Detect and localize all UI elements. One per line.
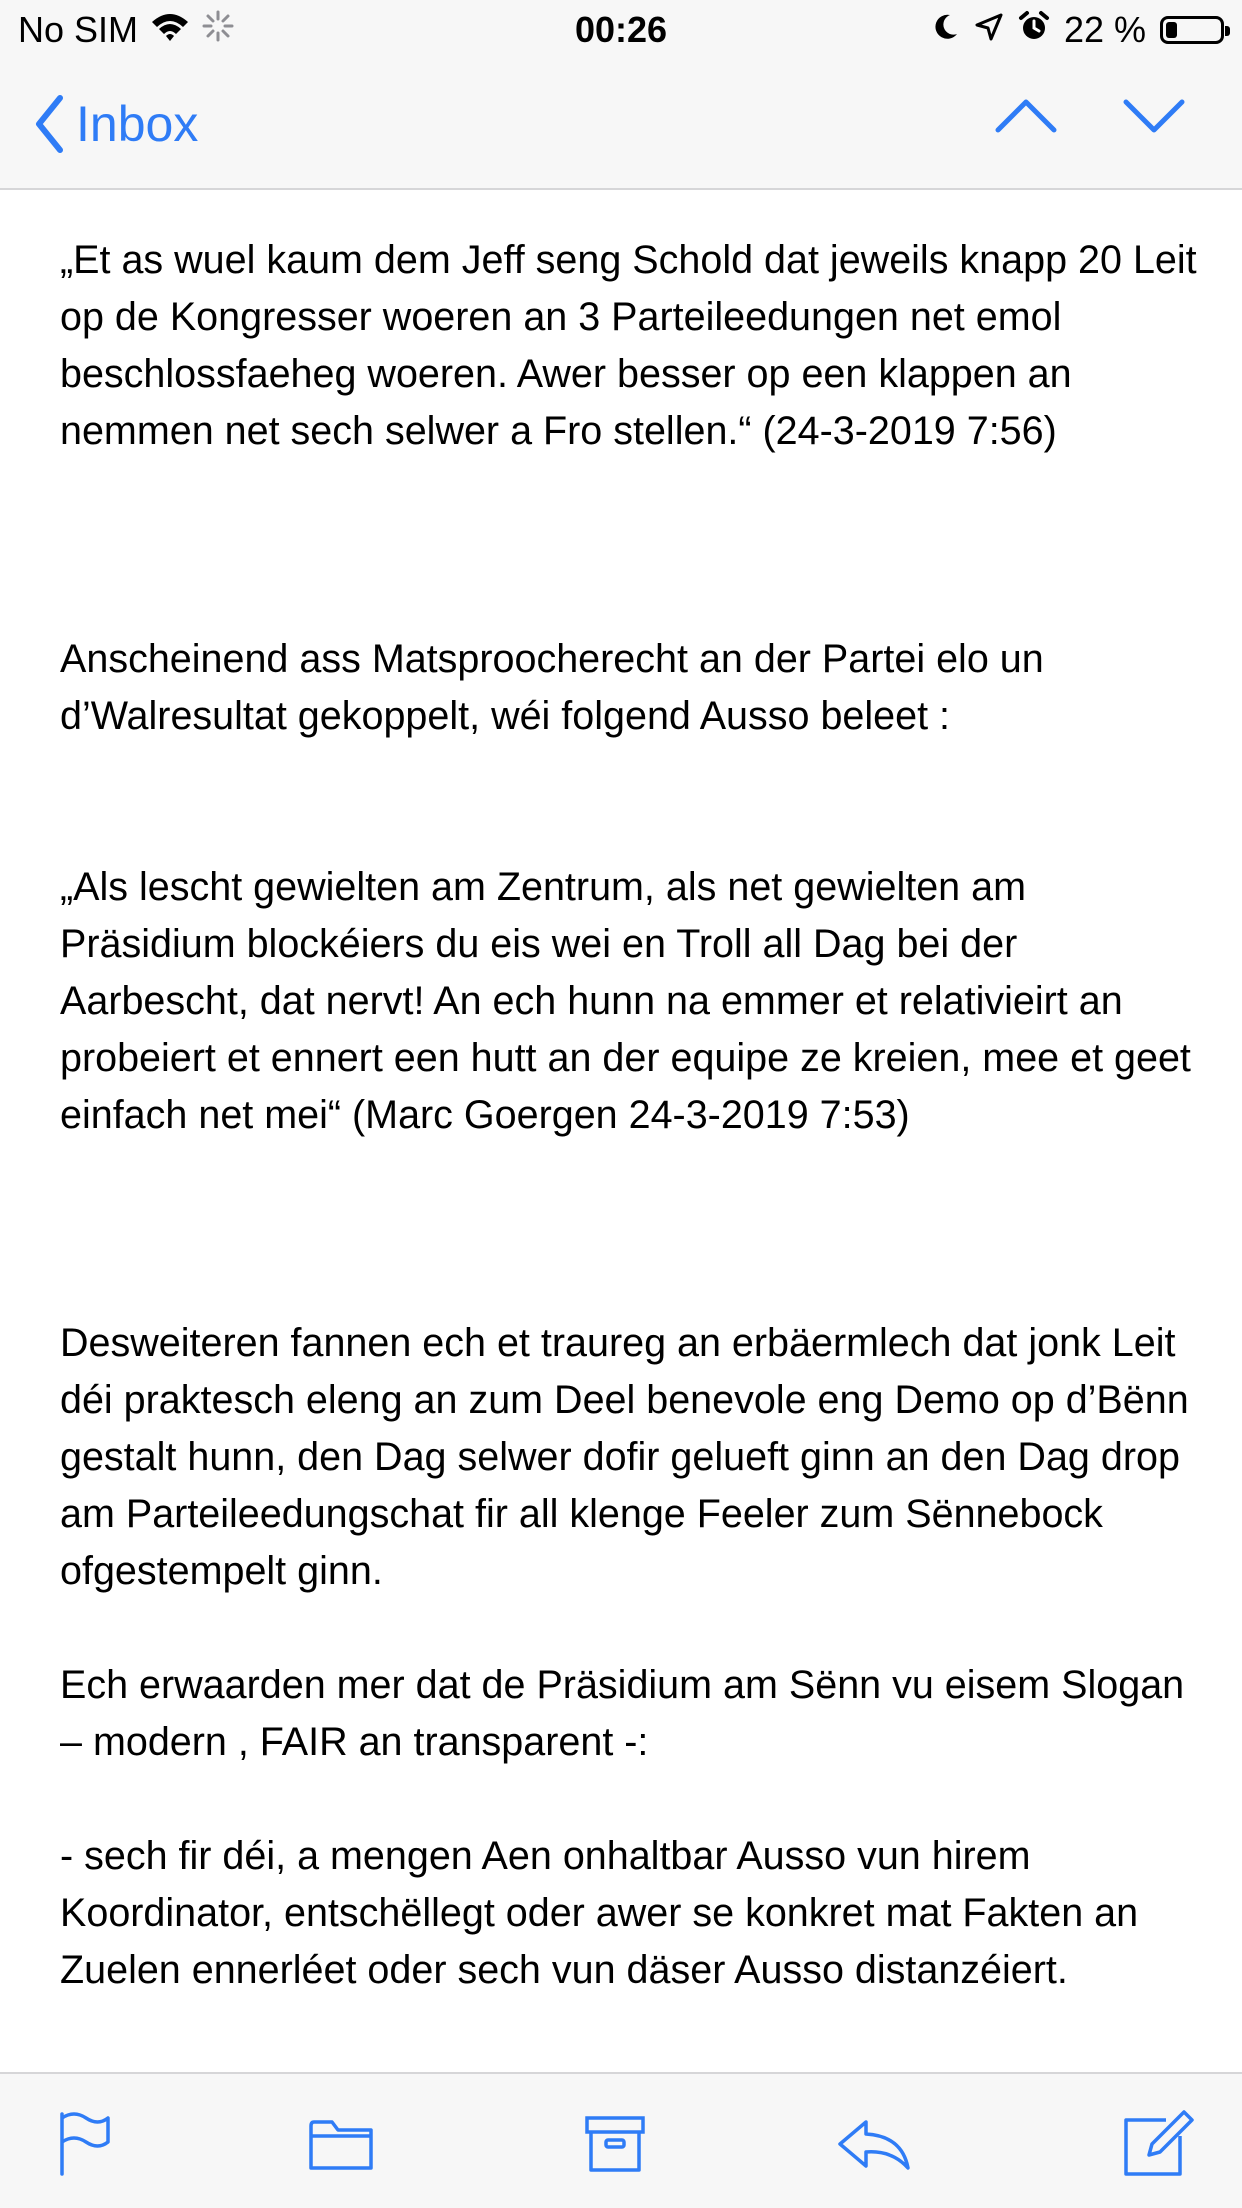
battery-icon (1160, 16, 1224, 44)
email-paragraph: Desweiteren fannen ech et traureg an erbäermlech dat jonk Leit déi praktesch eleng an zum Deel benevole eng Demo op d’Bënn gestalt hunn, den Dag selwer dofir gelueft ginn an den Dag drop am Parteileedungschat fir all klenge Feeler zum Sënnebock ofgestempelt ginn. (60, 1321, 1189, 1593)
chevron-left-icon (34, 94, 64, 154)
move-to-folder-button[interactable] (308, 2116, 374, 2177)
email-body[interactable] (60, 232, 1200, 2072)
back-button-label: Inbox (76, 96, 199, 152)
alarm-icon (1018, 9, 1050, 51)
reply-button[interactable] (836, 2118, 912, 2177)
chevron-down-icon (1122, 96, 1186, 136)
reply-icon (836, 2118, 912, 2172)
folder-icon (308, 2116, 374, 2172)
message-navigation (994, 96, 1186, 141)
carrier-label: No SIM (18, 9, 139, 50)
battery-level (1166, 22, 1177, 38)
compose-icon (1122, 2108, 1196, 2178)
next-message-button[interactable] (1122, 96, 1186, 141)
email-paragraph: „Als lescht gewielten am Zentrum, als net gewielten am Präsidium blockéiers du eis wei en Troll all Dag bei der Aarbescht, dat nervt! An ech hunn na emmer et relativieirt an probeiert et ennert een hutt an der equipe ze kreien, mee et geet einfach net mei“ (Marc Goergen 24-3-2019 7:53) (60, 865, 1191, 1137)
status-bar (0, 0, 1242, 60)
email-paragraph: Ech erwaarden mer dat de Präsidium am Sënn vu eisem Slogan – modern , FAIR an transparent -: (60, 1663, 1185, 1764)
battery-percent: 22 % (1063, 9, 1146, 50)
bottom-toolbar (0, 2072, 1242, 2208)
status-time: 00:26 (574, 9, 668, 50)
flag-button[interactable] (58, 2112, 112, 2181)
battery-tip (1225, 26, 1230, 36)
chevron-up-icon (994, 96, 1058, 136)
flag-icon (58, 2112, 112, 2176)
email-paragraph: - sech fir déi, a mengen Aen onhaltbar Ausso vun hirem Koordinator, entschëllegt oder awer se konkret mat Fakten an Zuelen ennerléet oder sech vun däser Ausso distanzéiert. (60, 1834, 1139, 1992)
compose-button[interactable] (1122, 2108, 1196, 2183)
archive-button[interactable] (584, 2114, 646, 2179)
nav-bar (0, 60, 1242, 190)
archive-icon (584, 2114, 646, 2174)
moon-icon (930, 9, 960, 51)
location-arrow-icon (974, 9, 1004, 51)
email-paragraph: „Et as wuel kaum dem Jeff seng Schold dat jeweils knapp 20 Leit op de Kongresser woeren an 3 Parteileedungen net emol beschlossfaeheg woeren. Awer besser op een klappen an nemmen net sech selwer a Fro stellen.“ (24-3-2019 7:56) (60, 238, 1197, 453)
previous-message-button[interactable] (994, 96, 1058, 141)
status-right (930, 8, 1224, 52)
email-paragraph: Anscheinend ass Matsproocherecht an der Partei elo un d’Walresultat gekoppelt, wéi folgend Ausso beleet : (60, 637, 1044, 738)
back-to-inbox-button[interactable] (34, 92, 198, 156)
